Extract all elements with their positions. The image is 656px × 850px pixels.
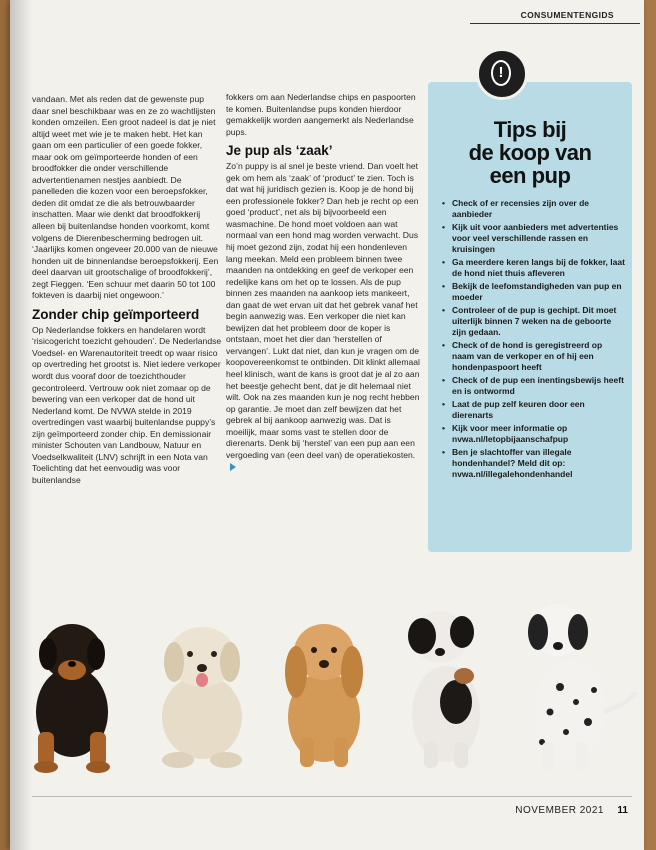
puppy-golden	[285, 624, 363, 767]
puppy-cream	[162, 627, 242, 768]
tip-item: • Ga meerdere keren langs bij de fokker, laat de hond niet thuis afleveren	[442, 257, 626, 279]
tips-title-line-1: Tips bij	[493, 117, 567, 142]
column1-body: Op Nederlandse fokkers en handelaren wordt ‘risicogericht toezicht gehouden’. De Nederlandse Voedsel- en Warenautoriteit treedt op waar risico op overtreding het grootst is. Niet iedere verkoper wordt dus vooraf door de toezichthouder gecontroleerd. Vertrouw ook niet zomaar op de bewering van een verkoper dat de hond uit Nederland komt. De NVWA stelde in 2019 overtredingen vast waarbij buitenlandse puppy’s zijn geïmporteerd zonder chip. En demissionair minister Schouten van Landbouw, Natuur en Voedselkwaliteit (LNV) schrijft in een Nota van Toelichting dat het eenvoudig was voor buitenlandse	[32, 324, 222, 485]
tip-item: • Check of de pup een inentingsbewijs heeft en is ontwormd	[442, 375, 626, 397]
page-number: 11	[617, 805, 628, 816]
article-column-2	[226, 92, 422, 473]
continue-arrow-icon	[230, 463, 236, 471]
puppy-black-tan	[34, 624, 110, 773]
footer-issue-date: NOVEMBER 2021	[515, 805, 604, 816]
tip-item: • Laat de pup zelf keuren door een dierenarts	[442, 399, 626, 421]
footer-rule	[32, 796, 632, 797]
tip-item: • Check of er recensies zijn over de aanbieder	[442, 198, 626, 220]
puppy-dalmatian	[528, 604, 636, 770]
header-rule	[470, 23, 640, 24]
tip-item: • Kijk voor meer informatie op nvwa.nl/letopbijaanschafpup	[442, 423, 626, 445]
article-column-1	[32, 94, 222, 487]
tips-title-line-3: een pup	[489, 163, 571, 188]
tips-list	[442, 198, 626, 482]
section-label: CONSUMENTENGIDS	[520, 10, 614, 20]
tip-item: • Bekijk de leefomstandigheden van pup en moeder	[442, 281, 626, 303]
column2-intro: fokkers om aan Nederlandse chips en paspoorten te komen. Buitenlandse pups konden hierdoor gemakkelijk worden aangemerkt als Nederlandse pups.	[226, 92, 416, 137]
tip-item: • Ben je slachtoffer van illegale hondenhandel? Meld dit op: nvwa.nl/illegalehondenhandel	[442, 447, 626, 481]
tip-item: • Check of de hond is geregistreerd op naam van de verkoper en of hij een hondenpaspoort heeft	[442, 340, 626, 374]
tip-item: • Kijk uit voor aanbieders met advertenties voor veel verschillende rassen en kruisingen	[442, 222, 626, 256]
column1-intro: vandaan. Met als reden dat de gewenste pup daar snel beschikbaar was en ze zo wachtlijsten konden omzeilen. Een groot nadeel is dat je niet altijd weet met wie je te maken hebt. Het kan gaan om een particulier of een goede fokker, maar ook om geïmporteerde honden of een broodfokker die onder verschillende advertentienamen nestjes aanbiedt. De panelleden die kozen voor een beroepsfokker, deden dit omdat ze die als betrouwbaarder inschatten. Maar wie denkt dat broodfokkerij alleen bij buitenlandse honden voorkomt, komt volgens de Dierenbescherming bedrogen uit. ‘Jaarlijks komen ongeveer 20.000 van de nieuwe honden uit de binnenlandse beroepsfokkerij. Een deel daarvan uit grootschalige of broodfokkerij’, zegt Fieggen. ‘Een schuur met daarin 50 tot 100 fokteven is daarbij niet ongewoon.’	[32, 94, 219, 301]
heading-je-pup-als-zaak: Je pup als ‘zaak’	[226, 143, 333, 159]
column2-body-text: Zo’n puppy is al snel je beste vriend. Dan voelt het gek om hem als ‘zaak’ of ‘product’ te zien. Toch is dat wat hij juridisch gezien is. Koop je de hond bij een professionele fokker? Dan heb je recht op een goed ‘product’, net als bij bijvoorbeeld een wasmachine. De hond moet voldoen aan wat normaal van een hond mag worden verwacht. Dus hij moet gezond zijn, zodat hij een hondenleven lang meekan. Meld een probleem binnen twee maanden na ontdekking en geef de verkoper een redelijke kans om het op te lossen. Als de pup binnen zes maanden na aankoop iets mankeert, dan gaat de wet ervan uit dat het gebrek vanaf het begin aanwezig was. Een verkoper die niet kan bewijzen dat het probleem door de koper is ontstaan, moet het dier dan ‘herstellen of vervangen’. Lukt dat niet, dan kun je vragen om de koopovereenkomst te ontbinden. Dit klinkt allemaal heel klinisch, want de kans is groot dat je al zo aan het beestje gehecht bent, dat je dit helemaal niet wilt. Ook na zes maanden kun je nog recht hebben op garantie. Je moet dan zelf bewijzen dat het gebrek al bij aankoop aanwezig was. Dat is moeilijk, maar soms vast te stellen door de dierenarts. Denk bij ‘herstel’ van een pup aan een vergoeding van (een deel van) de operatiekosten.	[226, 161, 420, 460]
exclamation-symbol: !	[491, 60, 511, 86]
exclamation-icon	[476, 48, 528, 100]
tips-title	[428, 118, 632, 187]
column2-body	[226, 161, 422, 473]
heading-zonder-chip: Zonder chip geïmporteerd	[32, 306, 200, 322]
puppy-tricolor	[408, 611, 480, 768]
tips-title-line-2: de koop van	[468, 140, 592, 165]
magazine-page	[10, 0, 644, 850]
tip-item: • Controleer of de pup is gechipt. Dit moet uiterlijk binnen 7 weken na de geboorte zijn gedaan.	[442, 305, 626, 339]
puppies-photo	[10, 592, 644, 782]
